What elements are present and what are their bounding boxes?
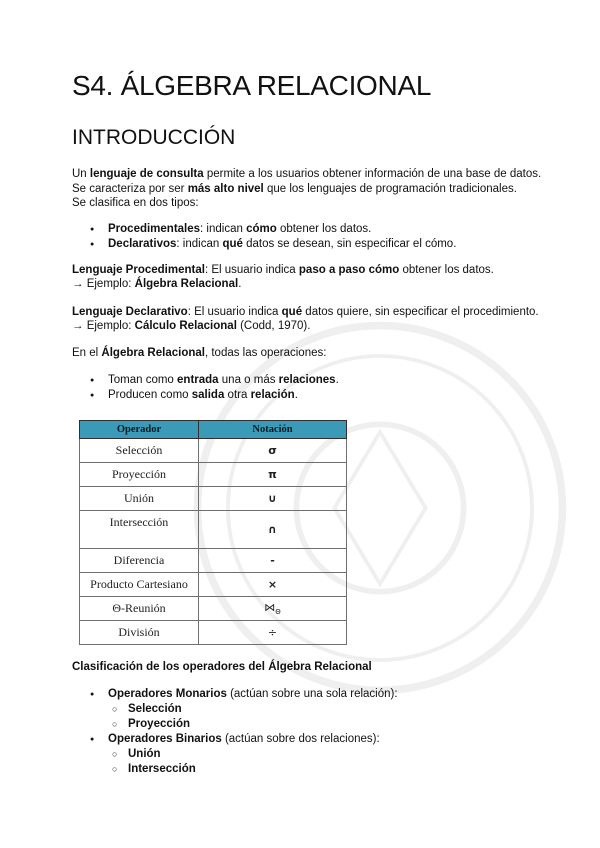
theta-subscript: Θ [275,608,281,617]
operator-name: Diferencia [80,549,199,573]
classification-heading: Clasificación de los operadores del Álgebra Relacional [72,661,372,673]
table-row [80,597,347,621]
table-header-row [80,421,347,439]
sublist-item: ○ Selección [72,702,398,717]
operators-table [79,420,347,645]
table-row [80,573,347,597]
intro-line-3: Se clasifica en dos tipos: [72,197,199,209]
table-row [80,511,347,549]
operator-symbol [199,597,347,621]
list-item: ● Operadores Monarios (actúan sobre una sola relación): [72,687,398,702]
sublist-item: ○ Proyección [72,717,398,732]
table-row [80,549,347,573]
operator-name: Producto Cartesiano [80,573,199,597]
table-row [80,463,347,487]
operator-symbol: σ [199,439,347,463]
theta-join-symbol: ⋈ [264,600,276,614]
monarios-sublist [72,702,398,732]
table-row [80,487,347,511]
table-row [80,439,347,463]
list-item: ● Producen como salida otra relación. [72,388,339,403]
operator-name: Intersección [80,511,199,549]
operator-symbol: ∪ [199,487,347,511]
procedural-example: → Ejemplo: Álgebra Relacional. [72,278,242,290]
page-title: S4. ÁLGEBRA RELACIONAL [72,70,432,101]
declarative-definition: Lenguaje Declarativo: El usuario indica qué datos quiere, sin especificar el procedimiento. [72,306,539,318]
operator-symbol: - [199,549,347,573]
list-item: ● Procedimentales: indican cómo obtener los datos. [72,222,456,237]
sublist-container [72,747,398,777]
operator-name: Unión [80,487,199,511]
list-item: ● Declarativos: indican qué datos se desean, sin especificar el cómo. [72,237,456,252]
procedural-definition: Lenguaje Procedimental: El usuario indica paso a paso cómo obtener los datos. [72,264,494,276]
header-notacion: Notación [199,421,347,439]
operator-name: Selección [80,439,199,463]
intro-line-2: Se caracteriza por ser más alto nivel que los lenguajes de programación tradicionales. [72,183,517,195]
language-types-list [72,222,456,252]
operator-name: División [80,621,199,645]
list-item: ● Toman como entrada una o más relaciones. [72,373,339,388]
sublist-item: ○ Intersección [72,762,398,777]
sublist-item: ○ Unión [72,747,398,762]
header-operador: Operador [80,421,199,439]
sublist-container [72,702,398,732]
operator-symbol: ÷ [199,621,347,645]
operator-symbol: × [199,573,347,597]
declarative-example: → Ejemplo: Cálculo Relacional (Codd, 1970). [72,320,311,332]
table-row [80,621,347,645]
classification-list [72,687,398,777]
intro-line-1: Un lenguaje de consulta permite a los usuarios obtener información de una base de datos. [72,168,542,180]
operator-name: Θ-Reunión [80,597,199,621]
operator-symbol: ∩ [199,511,347,549]
operations-list [72,373,339,403]
operator-symbol: π [199,463,347,487]
section-heading: INTRODUCCIÓN [72,126,236,149]
binarios-sublist [72,747,398,777]
operator-name: Proyección [80,463,199,487]
algebra-statement: En el Álgebra Relacional, todas las operaciones: [72,347,327,359]
list-item: ● Operadores Binarios (actúan sobre dos relaciones): [72,732,398,747]
